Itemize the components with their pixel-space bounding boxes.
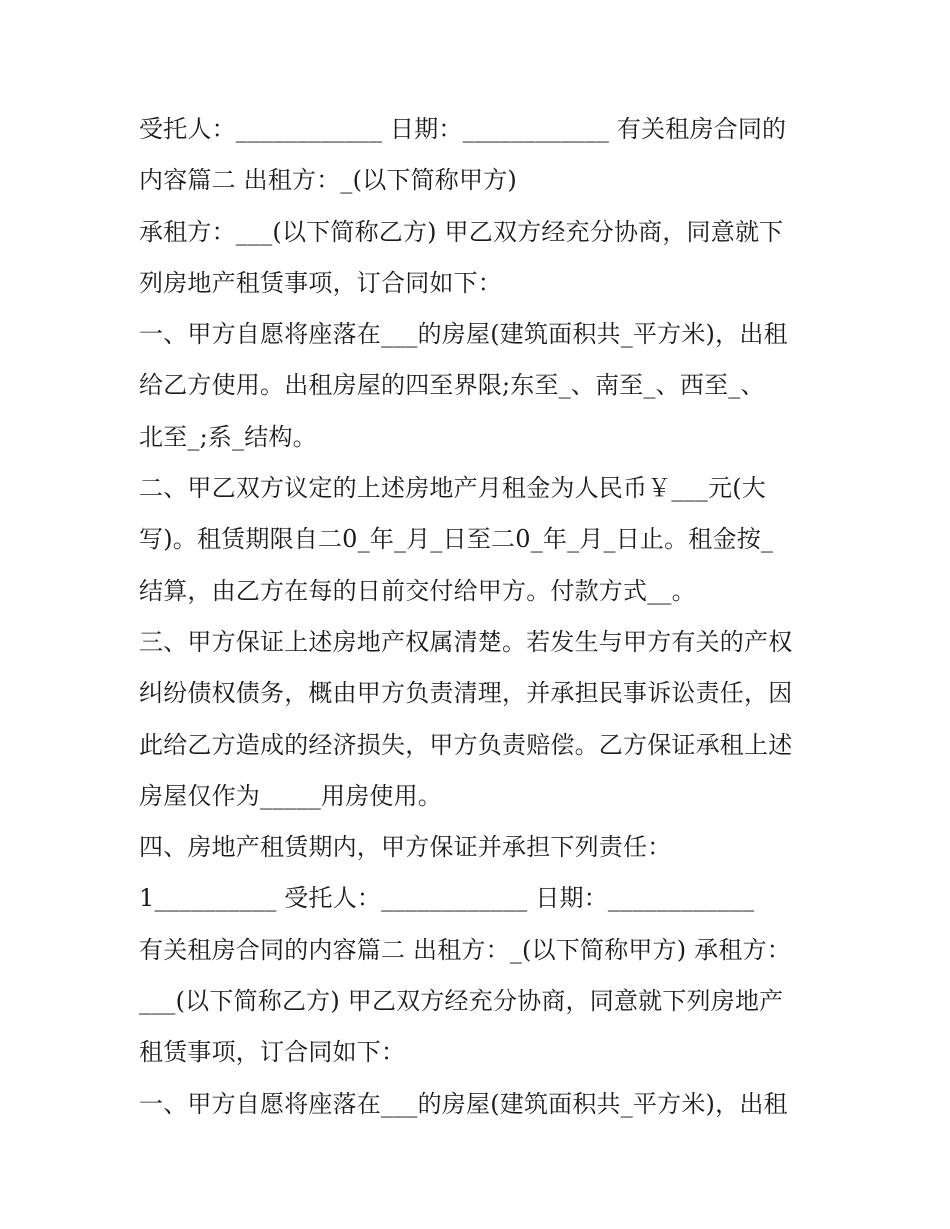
text-line: 三、甲方保证上述房地产权属清楚。若发生与甲方有关的产权 bbox=[139, 627, 793, 656]
text-line: 租赁事项，订合同如下： bbox=[139, 1038, 406, 1067]
text-line: 承租方：___(以下简称乙方) 甲乙双方经充分协商，同意就下 bbox=[139, 217, 784, 246]
text-line: 1__________ 受托人：____________ 日期：____________ bbox=[139, 884, 755, 913]
text-line: 四、房地产租赁期内，甲方保证并承担下列责任： bbox=[139, 833, 672, 862]
text-line: 内容篇二 出租方：_(以下简称甲方) bbox=[139, 166, 517, 195]
text-line: 结算，由乙方在每的日前交付给甲方。付款方式__。 bbox=[139, 576, 696, 605]
text-line: 北至_;系_结构。 bbox=[139, 422, 317, 451]
text-line: 一、甲方自愿将座落在___的房屋(建筑面积共_平方米)，出租 bbox=[139, 1089, 788, 1118]
text-line: 二、甲乙双方议定的上述房地产月租金为人民币￥___元(大 bbox=[139, 474, 766, 503]
text-line: 列房地产租赁事项，订合同如下： bbox=[139, 268, 502, 297]
text-line: 一、甲方自愿将座落在___的房屋(建筑面积共_平方米)，出租 bbox=[139, 320, 788, 349]
text-line: 房屋仅作为_____用房使用。 bbox=[139, 781, 442, 810]
text-line: 有关租房合同的内容篇二 出租方：_(以下简称甲方) 承租方： bbox=[139, 935, 791, 964]
document-body bbox=[139, 104, 819, 1130]
text-line: 受托人：____________ 日期：____________ 有关租房合同的 bbox=[139, 115, 787, 143]
text-line: 纠纷债权债务，概由甲方负责清理，并承担民事诉讼责任，因 bbox=[139, 679, 793, 708]
text-line: ___(以下简称乙方) 甲乙双方经充分协商，同意就下列房地产 bbox=[139, 987, 784, 1016]
text-line: 写)。租赁期限自二0_年_月_日至二0_年_月_日止。租金按_ bbox=[139, 525, 774, 554]
text-line: 此给乙方造成的经济损失，甲方负责赔偿。乙方保证承租上述 bbox=[139, 730, 793, 759]
text-line: 给乙方使用。出租房屋的四至界限;东至_、南至_、西至_、 bbox=[139, 371, 765, 400]
